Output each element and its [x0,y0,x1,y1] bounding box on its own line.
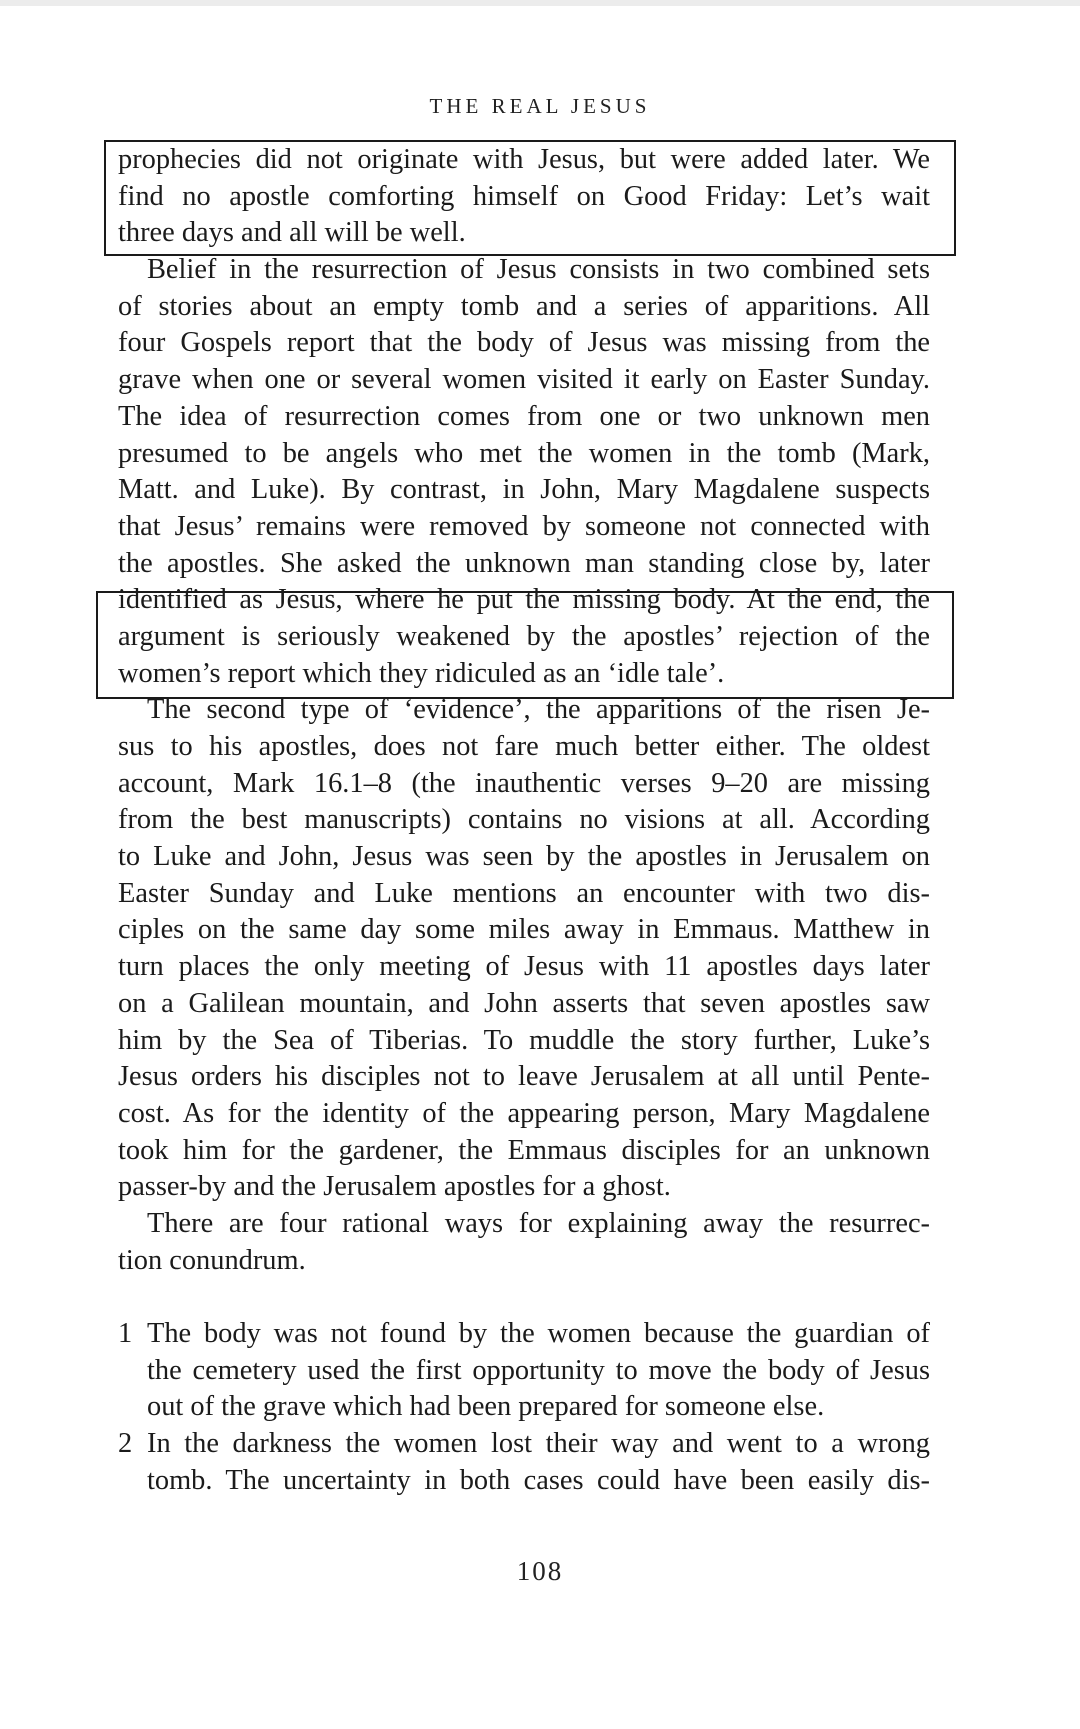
text-line: There are four rational ways for explaining away the resurrec- [147,1207,930,1239]
text-line: prophecies did not originate with Jesus, but were added later. We [118,144,930,175]
paragraph-gap [118,1279,930,1316]
text-line: him by the Sea of Tiberias. To muddle the story further, Luke’s [118,1024,930,1056]
list-item-2 [118,1426,930,1499]
text-line: passer-by and the Jerusalem apostles for a ghost. [118,1171,671,1203]
text-line: cost. As for the identity of the appearing person, Mary Magdalene [118,1097,930,1129]
text-line: presumed to be angels who met the women in the tomb (Mark, [118,437,930,469]
text-line: sus to his apostles, does not fare much better either. The oldest [118,731,930,762]
text-line: on a Galilean mountain, and John asserts that seven apostles saw [118,987,930,1019]
text-line: three days and all will be well. [118,217,466,249]
text-line: tion conundrum. [118,1244,306,1276]
list-text: The body was not found by the women because the guardian of [147,1318,930,1349]
text-line: from the best manuscripts) contains no visions at all. According [118,804,930,836]
list-text: In the darkness the women lost their way and went to a wrong [147,1428,930,1460]
text-line: The idea of resurrection comes from one or two unknown men [118,400,930,432]
text-line: four Gospels report that the body of Jesus was missing from the [118,327,930,359]
text-line: The second type of ‘evidence’, the apparitions of the risen Je- [147,694,930,726]
paragraph-3 [118,692,930,1206]
text-line [118,1316,930,1353]
text-line: Easter Sunday and Luke mentions an encounter with two dis- [118,877,930,909]
text-line: find no apostle comforting himself on Good Friday: Let’s wait [118,180,930,212]
text-line: argument is seriously weakened by the apostles’ rejection of the [118,620,930,652]
paragraph-1 [118,142,930,252]
text-line: ciples on the same day some miles away in Emmaus. Matthew in [118,914,930,946]
text-line: that Jesus’ remains were removed by someone not connected with [118,510,930,542]
list-number: 1 [118,1318,133,1349]
text-line: the apostles. She asked the unknown man standing close by, later [118,547,930,579]
text-line: turn places the only meeting of Jesus with 11 apostles days later [118,951,930,983]
list-item-1 [118,1316,930,1426]
page-body [118,142,930,1499]
text-line: Jesus orders his disciples not to leave Jerusalem at all until Pente- [118,1061,930,1093]
text-line: the cemetery used the first opportunity to move the body of Jesus [147,1354,930,1386]
text-line [118,1426,930,1463]
text-line: to Luke and John, Jesus was seen by the apostles in Jerusalem on [118,841,930,873]
text-line: tomb. The uncertainty in both cases could have been easily dis- [147,1464,930,1496]
page-number: 108 [516,1556,564,1586]
text-line: grave when one or several women visited it early on Easter Sunday. [118,364,930,396]
text-line: Belief in the resurrection of Jesus consists in two combined sets [147,254,930,286]
running-title: THE REAL JESUS [429,94,651,118]
list-number: 2 [118,1428,133,1460]
text-line: identified as Jesus, where he put the missing body. At the end, the [118,584,930,616]
text-line: account, Mark 16.1–8 (the inauthentic verses 9–20 are missing [118,767,930,799]
paragraph-4 [118,1206,930,1279]
text-line: out of the grave which had been prepared for someone else. [147,1391,825,1423]
text-line: took him for the gardener, the Emmaus disciples for an unknown [118,1134,930,1166]
paragraph-2 [118,252,930,692]
text-line: of stories about an empty tomb and a series of apparitions. All [118,290,930,322]
text-line: women’s report which they ridiculed as an ‘idle tale’. [118,657,725,689]
scan-edge [0,0,1080,6]
text-line: Matt. and Luke). By contrast, in John, Mary Magdalene suspects [118,474,930,506]
